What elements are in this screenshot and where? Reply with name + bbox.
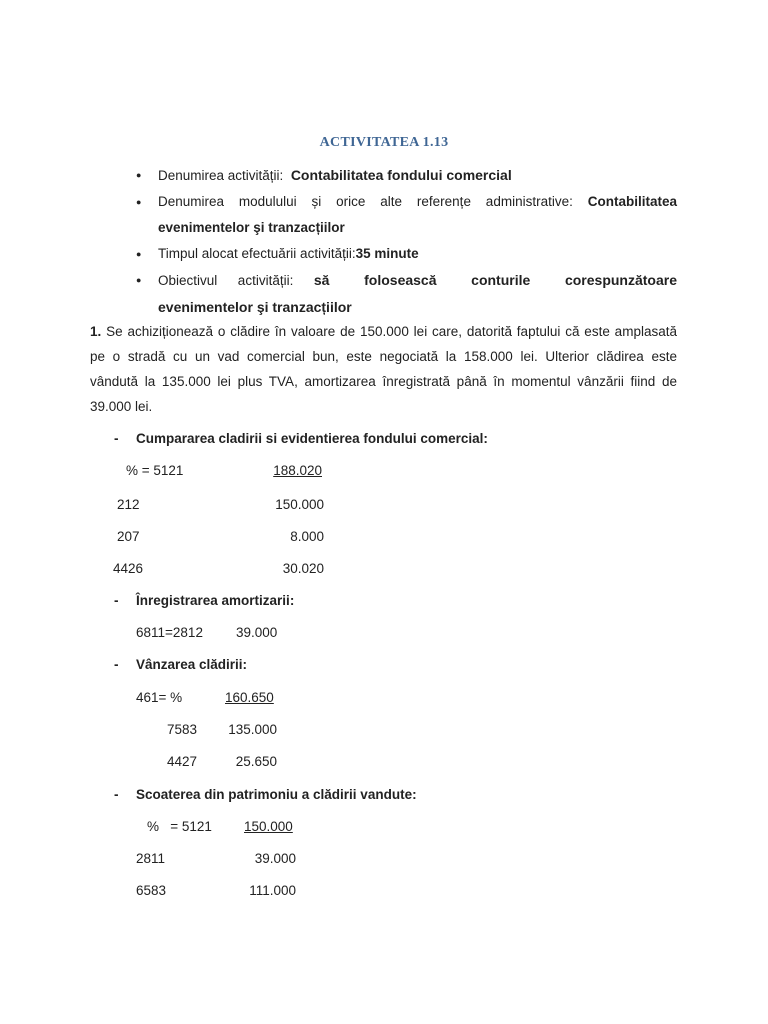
- entry-account: 6583: [136, 883, 167, 898]
- entry-amount: 30.020: [282, 561, 324, 576]
- entry-amount: 8.000: [290, 529, 324, 544]
- section-dash: -: [114, 593, 119, 608]
- entry-amount: 39.000: [236, 625, 278, 640]
- entry-amount: 39.000: [254, 851, 296, 866]
- entry-amount: 135.000: [228, 722, 277, 737]
- problem-statement: 1. Se achiziționează o clădire în valoare de 150.000 lei care, datorită faptului că este amplasată pe o stradă cu un vad comercial bun, este negociată la 158.000 lei. Ulterior clădirea este vândută la 135.000 lei plus TVA, amortizarea înregistrată până în momentul vânzării fiind de 39.000 lei.: [90, 324, 677, 414]
- bullet-time-allocated: ● Timpul alocat efectuării activității:35 minute: [136, 241, 677, 267]
- section-heading-purchase: Cumpararea cladirii si evidentierea fondului comercial:: [136, 431, 488, 446]
- entry-account: 212: [117, 497, 140, 512]
- page-title: ACTIVITATEA 1.13: [319, 135, 449, 150]
- entry-formula: 6811=2812: [136, 625, 203, 640]
- entry-total: 160.650: [225, 690, 274, 705]
- activity-details-list: [136, 162, 677, 321]
- entry-debit: % = 5121: [126, 463, 184, 478]
- bullet-objective: ● Obiectivul activității: să folosească conturile corespunzătoare evenimentelor şi tranzacțiilor: [136, 267, 677, 321]
- bullet-activity-name: ● Denumirea activității: Contabilitatea fondului comercial: [136, 162, 677, 189]
- section-heading-derecognition: Scoaterea din patrimoniu a clădirii vandute:: [136, 787, 417, 802]
- entry-amount: 25.650: [235, 754, 277, 769]
- section-dash: -: [114, 787, 119, 802]
- section-dash: -: [114, 431, 119, 446]
- entry-debit: % = 5121: [147, 819, 212, 834]
- section-dash: -: [114, 657, 119, 672]
- entry-total: 188.020: [273, 463, 322, 478]
- entry-account: 4427: [167, 754, 198, 769]
- entry-account: 4426: [113, 561, 144, 576]
- entry-total: 150.000: [244, 819, 293, 834]
- entry-account: 207: [117, 529, 140, 544]
- section-heading-sale: Vânzarea clădirii:: [136, 657, 248, 672]
- entry-debit: 461= %: [136, 690, 183, 705]
- entry-amount: 111.000: [249, 883, 296, 898]
- entry-account: 7583: [167, 722, 198, 737]
- bullet-module-name: ● Denumirea modulului și orice alte referențe administrative: Contabilitatea evenimentelor şi tranzacțiilor: [136, 189, 677, 241]
- entry-account: 2811: [136, 851, 166, 866]
- section-heading-depreciation: Înregistrarea amortizarii:: [136, 593, 295, 608]
- entry-amount: 150.000: [275, 497, 324, 512]
